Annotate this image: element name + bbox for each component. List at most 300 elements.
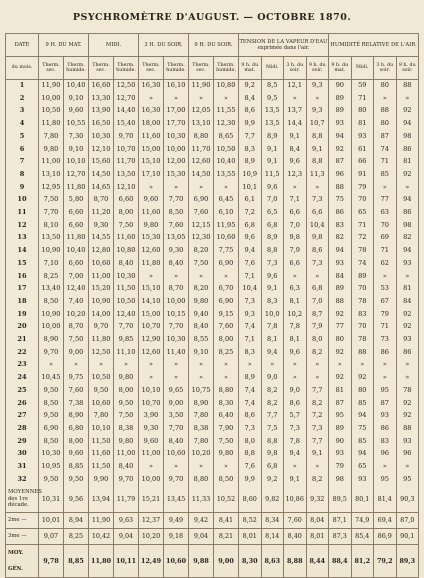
table-cell: 93 — [374, 410, 397, 423]
table-cell: 14,40 — [114, 105, 139, 118]
table-cell: » — [139, 461, 164, 474]
table-cell: 6,45 — [214, 194, 239, 207]
table-cell: 92 — [396, 321, 419, 334]
table-cell: 7,50 — [214, 435, 239, 448]
table-cell: 7,70 — [164, 194, 189, 207]
table-cell: 9,3 — [306, 80, 329, 93]
mean-cell: 8,34 — [261, 512, 284, 528]
table-cell: 6,40 — [214, 410, 239, 423]
summary-rows — [6, 486, 419, 577]
table-cell: 12,15 — [189, 219, 214, 232]
table-cell: 9,70 — [114, 130, 139, 143]
daily-rows — [6, 80, 419, 487]
table-cell: 6,10 — [214, 207, 239, 220]
table-row — [6, 448, 419, 461]
table-cell: 70 — [351, 283, 374, 296]
table-cell: 10,30 — [164, 334, 189, 347]
mean-cell: 86,9 — [374, 528, 397, 544]
table-cell: 15,10 — [139, 283, 164, 296]
table-cell: 11,70 — [189, 143, 214, 156]
table-cell: 9,60 — [139, 435, 164, 448]
table-cell: 10,4 — [306, 219, 329, 232]
mean-cell: 85,4 — [351, 528, 374, 544]
day-number: 22 — [6, 346, 39, 359]
table-cell: 7,70 — [164, 422, 189, 435]
table-cell: » — [284, 359, 307, 372]
table-cell: 17,70 — [164, 118, 189, 131]
table-cell: » — [39, 359, 64, 372]
table-cell: 92 — [396, 105, 419, 118]
table-cell: 10,9 — [239, 168, 262, 181]
table-cell: 86 — [396, 207, 419, 220]
table-cell: 74 — [351, 257, 374, 270]
table-cell: 85 — [351, 397, 374, 410]
table-row — [6, 143, 419, 156]
mean-cell: 10,31 — [39, 486, 64, 512]
table-cell: 6,6 — [306, 207, 329, 220]
table-cell: 7,4 — [239, 384, 262, 397]
table-cell: 11,10 — [114, 346, 139, 359]
table-cell: 11,80 — [139, 257, 164, 270]
table-cell: 9,70 — [39, 346, 64, 359]
table-cell: 81 — [351, 118, 374, 131]
table-cell: 8,85 — [64, 461, 89, 474]
day-number: 18 — [6, 295, 39, 308]
table-cell: 8,1 — [284, 334, 307, 347]
table-cell: 77 — [329, 321, 352, 334]
table-cell: 7,80 — [189, 435, 214, 448]
table-cell: 7,7 — [261, 410, 284, 423]
table-cell: » — [306, 92, 329, 105]
table-cell: 9,60 — [139, 194, 164, 207]
table-cell: 7,70 — [39, 207, 64, 220]
mean-cell: 87,1 — [329, 512, 352, 528]
table-cell: 9,1 — [284, 473, 307, 486]
table-cell: 8,8 — [261, 245, 284, 258]
table-cell: 92 — [329, 143, 352, 156]
table-cell: 9,8 — [261, 448, 284, 461]
table-cell: 13,50 — [114, 168, 139, 181]
table-cell: 85 — [351, 435, 374, 448]
table-cell: 13,5 — [261, 105, 284, 118]
table-cell: 95 — [396, 473, 419, 486]
table-cell: 7,9 — [306, 321, 329, 334]
table-cell: 8,90 — [39, 334, 64, 347]
mean-cell: 9,18 — [164, 528, 189, 544]
table-cell: 10,50 — [214, 143, 239, 156]
mean-cell: 8,04 — [306, 512, 329, 528]
table-cell: » — [114, 359, 139, 372]
table-cell: 8,2 — [306, 473, 329, 486]
table-cell: 92 — [396, 397, 419, 410]
table-cell: 12,70 — [64, 168, 89, 181]
table-cell: 80 — [329, 334, 352, 347]
table-cell: 7,7 — [306, 435, 329, 448]
table-cell: 13,55 — [214, 168, 239, 181]
table-cell: 10,00 — [39, 92, 64, 105]
table-cell: 7,0 — [306, 295, 329, 308]
table-cell: 8,70 — [164, 283, 189, 296]
table-cell: 9,80 — [139, 219, 164, 232]
table-cell: 12,90 — [139, 334, 164, 347]
table-cell: 6,5 — [261, 207, 284, 220]
table-cell: » — [214, 372, 239, 385]
table-cell: 10,10 — [64, 156, 89, 169]
table-row — [6, 92, 419, 105]
table-cell: 7,80 — [189, 410, 214, 423]
table-cell: 8,70 — [64, 321, 89, 334]
table-cell: 8,5 — [261, 80, 284, 93]
mean-cell: 80,1 — [351, 486, 374, 512]
table-cell: 8,40 — [114, 461, 139, 474]
table-cell: 7,70 — [164, 321, 189, 334]
mean-cell: 87,0 — [396, 512, 419, 528]
table-cell: 8,1 — [284, 295, 307, 308]
table-cell: 14,10 — [139, 295, 164, 308]
table-cell: 79 — [329, 461, 352, 474]
mean-cell: 8,94 — [64, 512, 89, 528]
header-9h-soir: 9 H. DU SOIR. — [189, 34, 239, 57]
table-row — [6, 397, 419, 410]
table-row — [6, 270, 419, 283]
table-cell: 8,8 — [306, 156, 329, 169]
table-cell: 93 — [329, 118, 352, 131]
table-title: PSYCHROMÈTRE D'AUGUST. — OCTOBRE 1870. — [72, 12, 352, 23]
table-cell: 61 — [351, 143, 374, 156]
mean-cell: 90,3 — [396, 486, 419, 512]
day-number: 14 — [6, 245, 39, 258]
table-cell: 10,40 — [64, 245, 89, 258]
table-cell: 75 — [351, 422, 374, 435]
table-cell: 7,30 — [64, 130, 89, 143]
table-cell: 6,1 — [239, 194, 262, 207]
table-cell: 11,3 — [306, 168, 329, 181]
table-cell: 9,1 — [261, 283, 284, 296]
general-mean-cell: 8,85 — [64, 544, 89, 577]
table-cell: 11,00 — [139, 448, 164, 461]
table-cell: 65 — [351, 207, 374, 220]
table-cell: 78 — [396, 384, 419, 397]
table-cell: 89 — [329, 105, 352, 118]
table-cell: 7,60 — [189, 207, 214, 220]
table-cell: 12,80 — [89, 245, 114, 258]
table-cell: 11,5 — [261, 168, 284, 181]
sub-header-cell: 9 h. du soir. — [396, 57, 419, 80]
table-cell: 9,9 — [239, 118, 262, 131]
table-cell: 72 — [351, 232, 374, 245]
table-cell: 9,4 — [284, 448, 307, 461]
table-cell: 8,10 — [39, 219, 64, 232]
table-cell: 75 — [329, 194, 352, 207]
table-cell: » — [189, 372, 214, 385]
table-cell: 62 — [374, 257, 397, 270]
table-cell: 70 — [351, 321, 374, 334]
sub-header-cell: Midi. — [261, 57, 284, 80]
table-row — [6, 410, 419, 423]
header-du-mois: du mois. — [6, 57, 39, 80]
table-cell: 87 — [374, 397, 397, 410]
header-tension-vapeur: TENSION DE LA VAPEUR D'EAU exprimée dans l'air. — [239, 34, 329, 57]
table-cell: 16,10 — [164, 80, 189, 93]
table-cell: 10,2 — [284, 308, 307, 321]
table-cell: 7,4 — [239, 321, 262, 334]
table-cell: » — [164, 270, 189, 283]
table-cell: 11,80 — [64, 181, 89, 194]
table-cell: 80 — [351, 105, 374, 118]
table-cell: 17,00 — [164, 105, 189, 118]
table-cell: 8,50 — [214, 473, 239, 486]
table-cell: 10,95 — [39, 461, 64, 474]
table-cell: 90 — [329, 435, 352, 448]
day-number: 8 — [6, 168, 39, 181]
table-cell: 92 — [329, 308, 352, 321]
table-cell: 92 — [396, 410, 419, 423]
table-cell: 78 — [351, 245, 374, 258]
mean-cell: 9,49 — [164, 512, 189, 528]
sub-header-cell: 9 h. du mat. — [329, 57, 352, 80]
table-cell: 9,3 — [239, 308, 262, 321]
table-cell: 8,3 — [239, 143, 262, 156]
table-cell: 9,6 — [284, 346, 307, 359]
table-cell: 13,30 — [89, 92, 114, 105]
table-cell: 9,40 — [189, 308, 214, 321]
table-cell: 11,55 — [214, 105, 239, 118]
table-cell: » — [189, 92, 214, 105]
general-mean-cell: 79,2 — [374, 544, 397, 577]
mean-cell: 13,94 — [89, 486, 114, 512]
mean-cell: 12,37 — [139, 512, 164, 528]
table-cell: 7,70 — [114, 321, 139, 334]
mean-cell: 11,33 — [189, 486, 214, 512]
mean-cell: 89,5 — [329, 486, 352, 512]
table-cell: » — [89, 359, 114, 372]
table-cell: 6,8 — [306, 283, 329, 296]
table-cell: 7,4 — [239, 397, 262, 410]
table-cell: 59 — [351, 80, 374, 93]
table-cell: 11,50 — [89, 435, 114, 448]
table-cell: 10,4 — [239, 283, 262, 296]
table-cell: 9,1 — [261, 143, 284, 156]
table-row — [6, 435, 419, 448]
table-cell: 11,60 — [139, 207, 164, 220]
table-cell: 9,1 — [306, 448, 329, 461]
table-cell: 8,2 — [261, 384, 284, 397]
mean-cell: 10,86 — [284, 486, 307, 512]
table-cell: 15,60 — [89, 156, 114, 169]
table-cell: 12,60 — [189, 156, 214, 169]
table-row — [6, 232, 419, 245]
table-cell: 88 — [396, 80, 419, 93]
table-cell: 11,90 — [189, 80, 214, 93]
table-cell: » — [306, 181, 329, 194]
sub-header-cell: 9 h. du soir. — [306, 57, 329, 80]
table-cell: 8,9 — [239, 156, 262, 169]
mean-cell: 81,4 — [374, 486, 397, 512]
table-cell: » — [239, 359, 262, 372]
general-mean-cell: 8,63 — [261, 544, 284, 577]
table-row — [6, 80, 419, 93]
table-cell: 10,90 — [39, 245, 64, 258]
table-cell: 70 — [374, 219, 397, 232]
table-cell: 95 — [374, 384, 397, 397]
table-cell: 9,60 — [64, 105, 89, 118]
table-cell: 9,3 — [306, 105, 329, 118]
table-cell: 83 — [329, 219, 352, 232]
day-number: 3 — [6, 105, 39, 118]
table-cell: 93 — [351, 473, 374, 486]
table-cell: » — [374, 461, 397, 474]
table-cell: 10,20 — [64, 308, 89, 321]
table-cell: 16,30 — [139, 105, 164, 118]
day-number: 10 — [6, 194, 39, 207]
table-cell: 9,70 — [164, 473, 189, 486]
mean-cell: 9,04 — [189, 528, 214, 544]
table-cell: » — [306, 461, 329, 474]
sub-header-cell: Midi. — [351, 57, 374, 80]
table-cell: 86 — [374, 346, 397, 359]
table-cell: 7,0 — [261, 194, 284, 207]
table-cell: 10,50 — [89, 372, 114, 385]
table-cell: 14,65 — [89, 181, 114, 194]
table-cell: 10,60 — [89, 257, 114, 270]
table-row — [6, 283, 419, 296]
table-cell: 8,40 — [114, 257, 139, 270]
table-cell: » — [396, 461, 419, 474]
table-cell: 9,80 — [189, 295, 214, 308]
table-cell: 8,3 — [261, 295, 284, 308]
table-cell: 89 — [329, 283, 352, 296]
table-cell: 9,2 — [261, 473, 284, 486]
table-cell: 7,6 — [239, 257, 262, 270]
table-cell: » — [189, 181, 214, 194]
table-cell: 14,00 — [89, 308, 114, 321]
table-cell: 10,30 — [164, 130, 189, 143]
mean-cell: 74,9 — [351, 512, 374, 528]
table-cell: 6,60 — [64, 257, 89, 270]
table-cell: 15,30 — [139, 232, 164, 245]
table-cell: 91 — [351, 168, 374, 181]
table-row — [6, 359, 419, 372]
table-cell: 79 — [351, 181, 374, 194]
table-cell: » — [374, 372, 397, 385]
day-number: 7 — [6, 156, 39, 169]
day-number: 25 — [6, 384, 39, 397]
table-cell: 8,00 — [64, 435, 89, 448]
table-cell: 10,00 — [164, 143, 189, 156]
table-cell: 7,8 — [284, 321, 307, 334]
table-cell: 12,95 — [39, 181, 64, 194]
table-cell: 80 — [374, 118, 397, 131]
mean-cell: 90,1 — [396, 528, 419, 544]
table-cell: 71 — [374, 156, 397, 169]
table-cell: 7,50 — [114, 410, 139, 423]
table-cell: 10,1 — [239, 181, 262, 194]
mean-cell: 9,63 — [114, 512, 139, 528]
general-mean-cell: 12,49 — [139, 544, 164, 577]
sub-header-cell: 3 h. du soir. — [374, 57, 397, 80]
table-cell: 7,40 — [64, 295, 89, 308]
table-cell: 9,50 — [89, 384, 114, 397]
table-cell: 8,00 — [114, 207, 139, 220]
table-cell: 7,60 — [164, 219, 189, 232]
mean-cell: 13,45 — [164, 486, 189, 512]
table-cell: 88 — [329, 295, 352, 308]
sub-header-row — [6, 57, 419, 80]
table-cell: 7,3 — [306, 194, 329, 207]
table-cell: 8,50 — [39, 397, 64, 410]
table-cell: 9,9 — [239, 473, 262, 486]
day-number: 1 — [6, 80, 39, 93]
table-cell: » — [139, 270, 164, 283]
table-cell: 10,90 — [39, 308, 64, 321]
table-cell: 9,4 — [261, 346, 284, 359]
table-cell: 9,15 — [214, 308, 239, 321]
table-cell: » — [284, 92, 307, 105]
decade-mean-label: MOYENNES des 1re décade. — [6, 486, 39, 512]
table-cell: 11,00 — [39, 156, 64, 169]
table-cell: 10,40 — [64, 80, 89, 93]
table-cell: 88 — [396, 422, 419, 435]
table-cell: » — [214, 359, 239, 372]
day-number: 31 — [6, 461, 39, 474]
table-cell: 12,05 — [189, 105, 214, 118]
table-cell: 11,90 — [39, 80, 64, 93]
table-cell: » — [189, 461, 214, 474]
table-cell: 12,60 — [139, 346, 164, 359]
table-cell: 6,6 — [284, 207, 307, 220]
table-cell: 86 — [329, 207, 352, 220]
header-midi: MIDI. — [89, 34, 139, 57]
table-cell: 10,00 — [139, 473, 164, 486]
table-cell: 7,5 — [261, 422, 284, 435]
table-cell: 87 — [329, 397, 352, 410]
table-cell: 11,50 — [114, 283, 139, 296]
table-cell: 10,55 — [64, 118, 89, 131]
group-header-row — [6, 34, 419, 57]
table-cell: 7,1 — [284, 194, 307, 207]
table-cell: » — [284, 461, 307, 474]
table-cell: 66 — [351, 156, 374, 169]
mean-cell: 11,79 — [114, 486, 139, 512]
table-row — [6, 194, 419, 207]
table-cell: 10,50 — [114, 295, 139, 308]
table-cell: 8,30 — [214, 397, 239, 410]
table-cell: 78 — [351, 334, 374, 347]
table-cell: 18,00 — [139, 118, 164, 131]
day-number: 28 — [6, 422, 39, 435]
table-cell: 9,50 — [39, 384, 64, 397]
table-cell: 69 — [374, 232, 397, 245]
table-cell: 9,6 — [261, 181, 284, 194]
table-cell: 92 — [351, 372, 374, 385]
table-cell: 8,40 — [164, 257, 189, 270]
table-cell: 12,70 — [114, 92, 139, 105]
table-cell: 13,10 — [39, 168, 64, 181]
table-cell: 8,40 — [189, 321, 214, 334]
table-row — [6, 346, 419, 359]
table-cell: 7,3 — [306, 422, 329, 435]
table-cell: 7,00 — [64, 270, 89, 283]
table-cell: 11,70 — [114, 156, 139, 169]
table-cell: 86 — [374, 422, 397, 435]
table-cell: 13,7 — [284, 105, 307, 118]
table-cell: 78 — [351, 295, 374, 308]
table-cell: 8,2 — [306, 346, 329, 359]
table-cell: 8,00 — [114, 384, 139, 397]
table-cell: 15,10 — [139, 156, 164, 169]
table-cell: 9,6 — [284, 156, 307, 169]
mean-cell: 9,56 — [64, 486, 89, 512]
